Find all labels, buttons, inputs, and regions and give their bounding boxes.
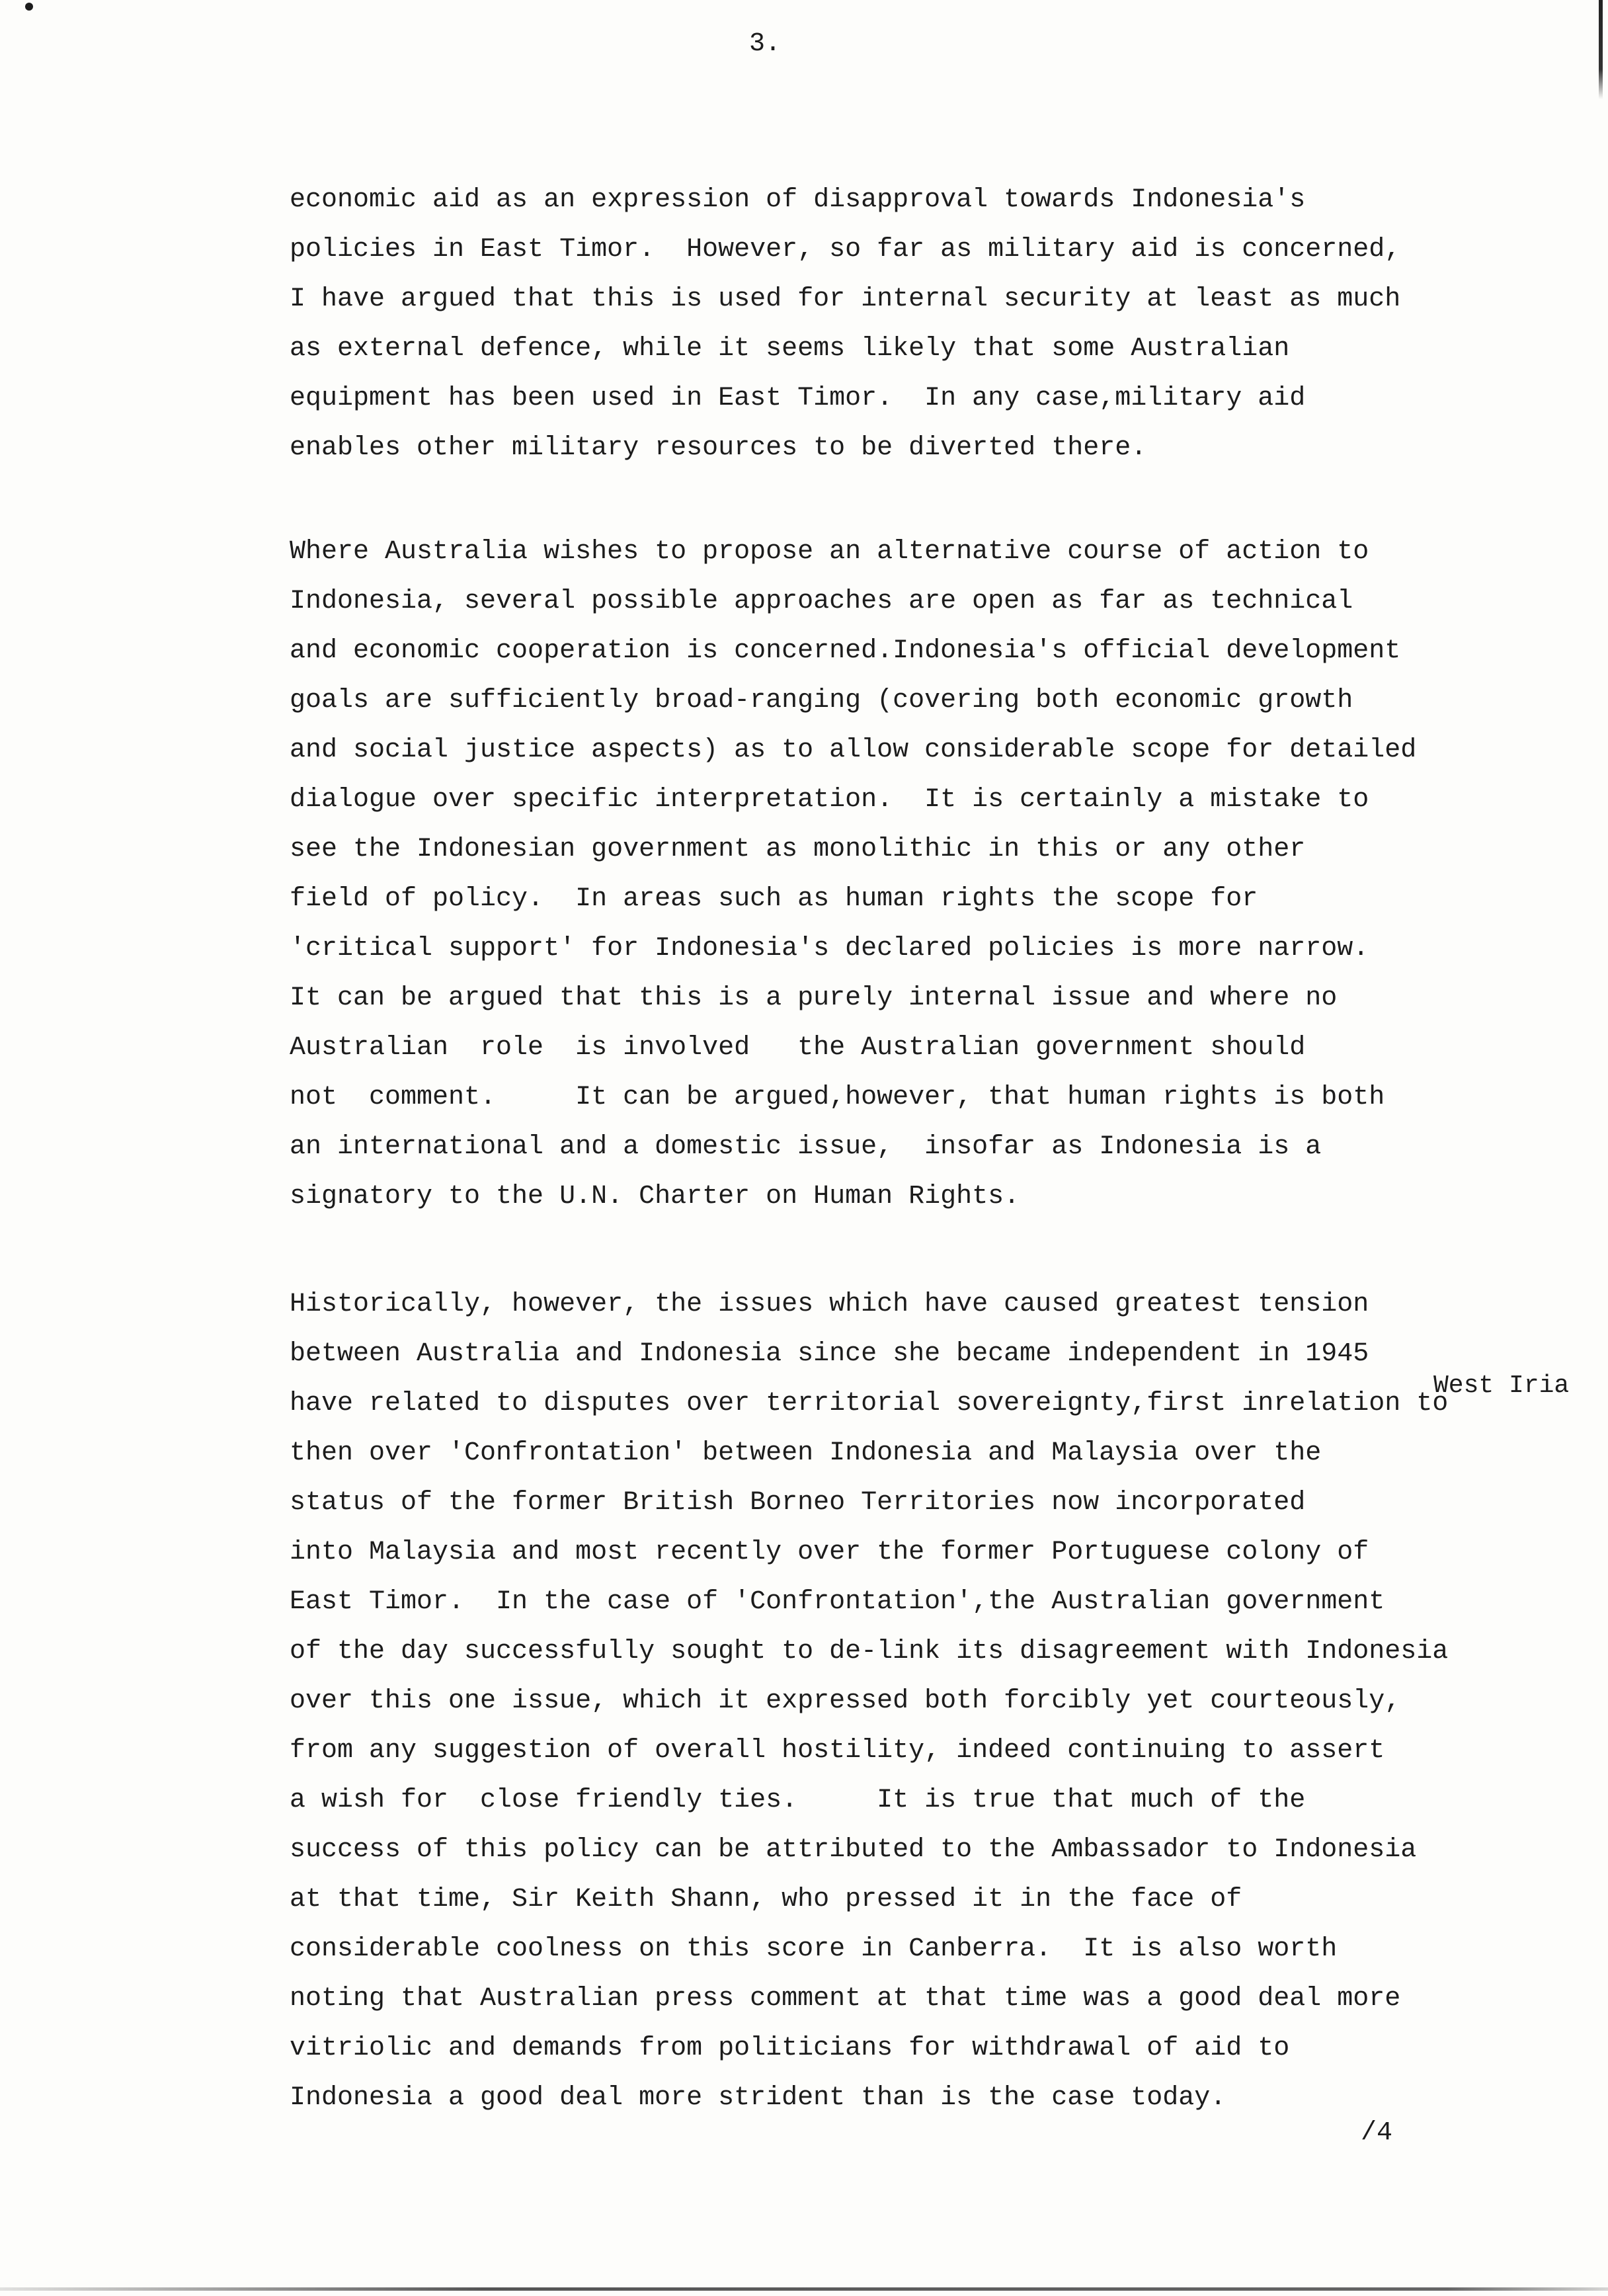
stray-ink-dot [25, 3, 33, 11]
text-line: between Australia and Indonesia since she became independent in 1945 [290, 1339, 1369, 1369]
text-line: enables other military resources to be diverted there. [290, 433, 1147, 463]
text-line: economic aid as an expression of disapproval towards Indonesia's [290, 185, 1306, 215]
paragraph-1 [290, 175, 1519, 473]
text-line: signatory to the U.N. Charter on Human Rights. [290, 1182, 1020, 1211]
text-line: It can be argued that this is a purely internal issue and where no [290, 983, 1338, 1013]
text-line: goals are sufficiently broad-ranging (covering both economic growth [290, 686, 1353, 716]
text-line: I have argued that this is used for internal security at least as much [290, 284, 1401, 314]
text-line: from any suggestion of overall hostility, indeed continuing to assert [290, 1736, 1385, 1766]
text-line: of the day successfully sought to de-link its disagreement with Indonesia [290, 1637, 1449, 1666]
text-line: field of policy. In areas such as human rights the scope for [290, 884, 1258, 914]
text-line: Indonesia a good deal more strident than is the case today. [290, 2083, 1226, 2113]
text-line: Indonesia, several possible approaches are open as far as technical [290, 587, 1353, 616]
text-line: considerable coolness on this score in Canberra. It is also worth [290, 1934, 1338, 1964]
text-line: see the Indonesian government as monolithic in this or any other [290, 835, 1306, 864]
text-line: Where Australia wishes to propose an alternative course of action to [290, 537, 1369, 567]
text-line: a wish for close friendly ties. It is true that much of the [290, 1785, 1306, 1815]
text-line: status of the former British Borneo Territories now incorporated [290, 1488, 1306, 1518]
text-line: success of this policy can be attributed to the Ambassador to Indonesia [290, 1835, 1417, 1865]
text-line: as external defence, while it seems likely that some Australian [290, 334, 1290, 364]
text-line: Historically, however, the issues which have caused greatest tension [290, 1290, 1369, 1319]
text-line: 'critical support' for Indonesia's declared policies is more narrow. [290, 934, 1369, 964]
text-line: not comment. It can be argued,however, that human rights is both [290, 1083, 1385, 1112]
scan-edge-mark [1599, 0, 1603, 99]
paragraph-3 [290, 1280, 1519, 2123]
text-line: dialogue over specific interpretation. It is certainly a mistake to [290, 785, 1369, 815]
text-line: equipment has been used in East Timor. In any case,military aid [290, 384, 1306, 413]
text-line: and social justice aspects) as to allow considerable scope for detailed [290, 735, 1417, 765]
text-line: at that time, Sir Keith Shann, who pressed it in the face of [290, 1885, 1242, 1914]
scan-bottom-edge [0, 2287, 1608, 2291]
text-line: noting that Australian press comment at that time was a good deal more [290, 1984, 1401, 2014]
margin-insertion: West Iria [1433, 1372, 1570, 1400]
text-line: policies in East Timor. However, so far as military aid is concerned, [290, 235, 1401, 265]
text-line: vitriolic and demands from politicians for withdrawal of aid to [290, 2033, 1290, 2063]
page-number: 3. [749, 29, 782, 59]
text-line: and economic cooperation is concerned.Indonesia's official development [290, 636, 1401, 666]
continuation-page-marker: /4 [1361, 2118, 1393, 2148]
paragraph-2 [290, 527, 1519, 1221]
text-line: have related to disputes over territorial sovereignty,first inrelation to [290, 1389, 1449, 1418]
text-line: East Timor. In the case of 'Confrontation',the Australian government [290, 1587, 1385, 1617]
text-line: into Malaysia and most recently over the former Portuguese colony of [290, 1538, 1369, 1567]
text-line: an international and a domestic issue, insofar as Indonesia is a [290, 1132, 1322, 1162]
text-line: Australian role is involved the Australian government should [290, 1033, 1306, 1063]
text-line: then over 'Confrontation' between Indonesia and Malaysia over the [290, 1438, 1322, 1468]
text-line: over this one issue, which it expressed both forcibly yet courteously, [290, 1686, 1401, 1716]
